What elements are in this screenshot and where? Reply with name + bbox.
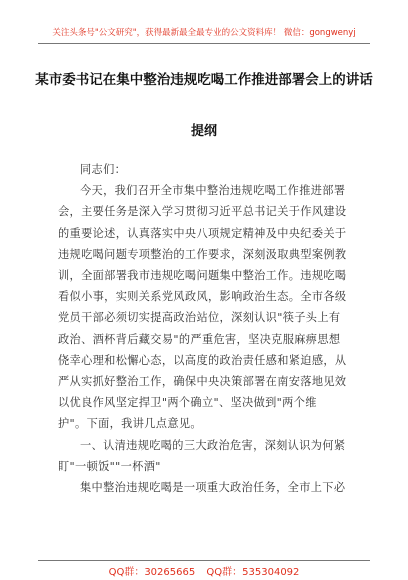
text-line: 集中整治违规吃喝是一项重大政治任务，全市上下必 bbox=[80, 481, 346, 495]
footer-divider bbox=[38, 560, 370, 561]
text-line: 护"。下面，我讲几点意见。 bbox=[58, 417, 202, 431]
paragraph-intro bbox=[58, 180, 354, 434]
header-divider bbox=[38, 43, 370, 44]
document-subtitle: 提纲 bbox=[190, 124, 217, 139]
text-line: 严从实抓好整治工作，确保中央决策部署在南安落地见效 bbox=[58, 375, 347, 389]
text-line: 盯"一顿饭""一杯酒" bbox=[58, 459, 161, 473]
text-line: 会，主要任务是深入学习贯彻习近平总书记关于作风建设 bbox=[58, 205, 347, 219]
salutation: 同志们： bbox=[80, 163, 127, 176]
text-line: 一、认清违规吃喝的三大政治危害，深刻认识为何紧 bbox=[80, 438, 346, 452]
text-line: 党员干部必须切实提高政治站位，深刻认识"筷子头上有 bbox=[58, 311, 341, 325]
text-line: 政治、酒杯背后藏交易"的严重危害，坚决克服麻痹思想 bbox=[58, 332, 341, 346]
header-promo-text: 关注头条号"公文研究"，获得最新最全最专业的公文资料库！ 微信：gongwenyj bbox=[52, 28, 356, 38]
text-line: 训，全面部署我市违规吃喝问题集中整治工作。违规吃喝 bbox=[58, 269, 347, 283]
document-body bbox=[58, 159, 354, 498]
document-title: 某市委书记在集中整治违规吃喝工作推进部署会上的讲话 bbox=[35, 72, 373, 88]
text-line: 以优良作风坚定捍卫"两个确立"、坚决做到"两个维 bbox=[58, 396, 317, 410]
text-line: 侥幸心理和松懈心态，以高度的政治责任感和紧迫感，从 bbox=[58, 353, 347, 367]
page-header bbox=[0, 0, 408, 50]
text-line: 违规吃喝问题专项整治的工作要求，深刻汲取典型案例教 bbox=[58, 247, 347, 261]
footer-qq-group-2: QQ群：535304092 bbox=[206, 567, 300, 578]
text-line: 的重要论述，认真落实中央八项规定精神及中央纪委关于 bbox=[58, 226, 347, 240]
text-line: 看似小事，实则关系党风政风，影响政治生态。全市各级 bbox=[58, 290, 347, 304]
text-line: 今天，我们召开全市集中整治违规吃喝工作推进部署 bbox=[80, 184, 346, 198]
paragraph-section-body bbox=[58, 477, 354, 498]
paragraph-section-heading bbox=[58, 435, 354, 477]
page-footer bbox=[0, 560, 408, 580]
footer-contact bbox=[0, 563, 408, 578]
footer-qq-group-1: QQ群：30265665 bbox=[108, 567, 196, 578]
